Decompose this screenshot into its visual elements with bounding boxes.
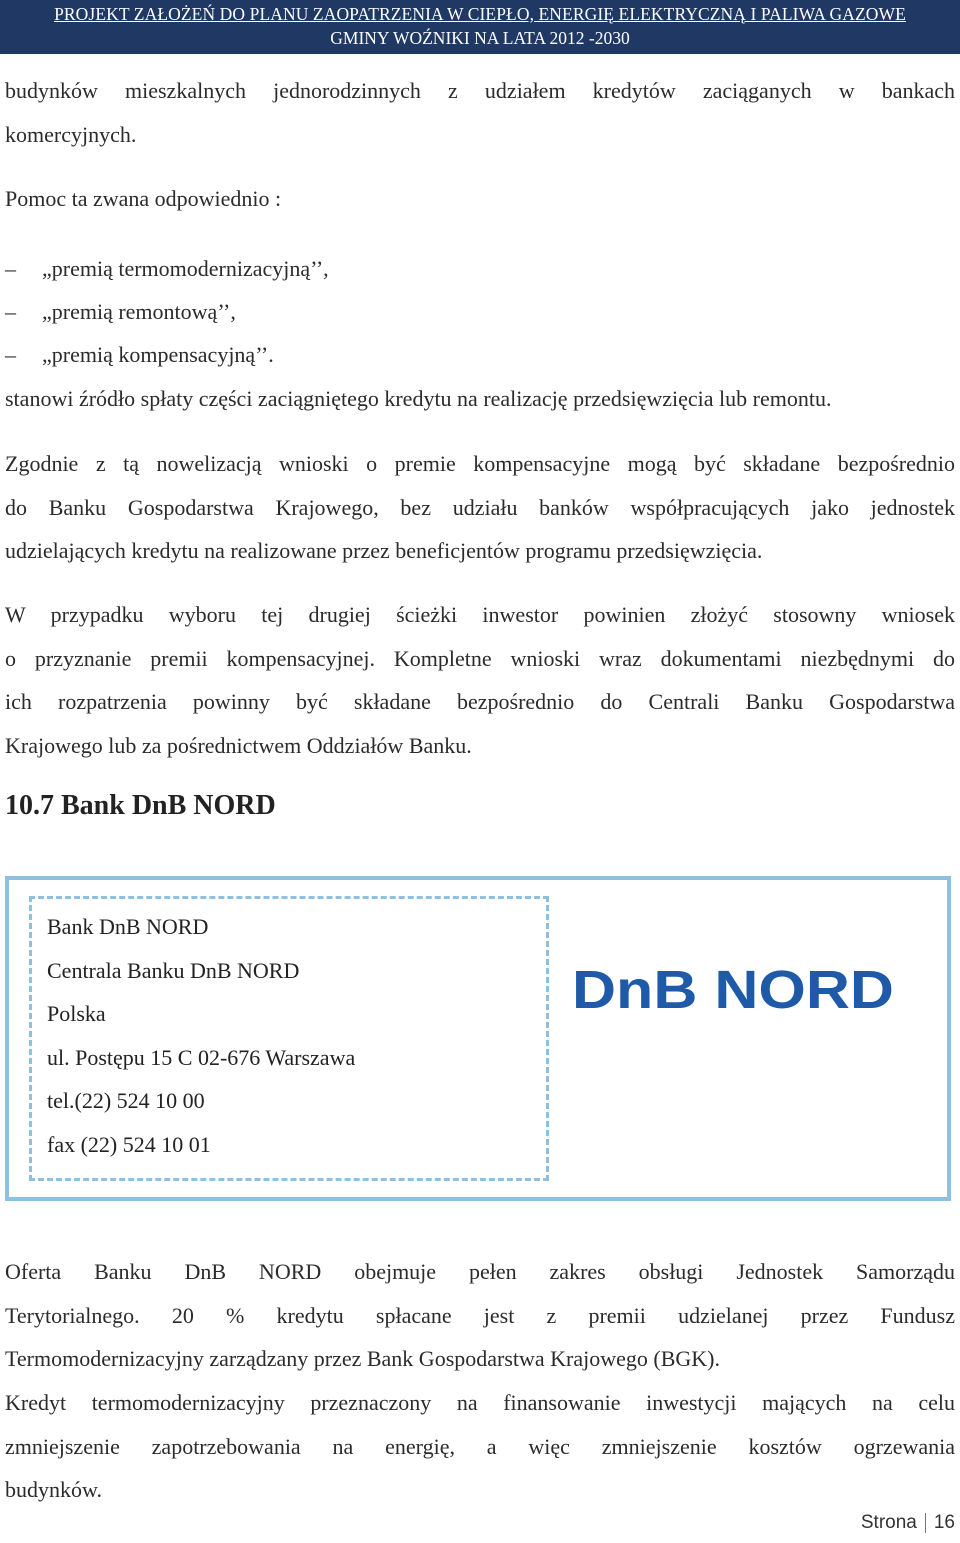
bank-info-box: [5, 876, 951, 1201]
paragraph-2-line-3: udzielających kredytu na realizowane przez beneficjentów programu przedsięwzięcia.: [5, 538, 763, 563]
header-subtitle: GMINY WOŹNIKI NA LATA 2012 -2030: [330, 28, 630, 48]
section-title: 10.7 Bank DnB NORD: [5, 790, 276, 821]
dnb-nord-logo: [572, 960, 902, 1020]
bullet-item-3: „premią kompensacyjną’’.: [42, 342, 274, 367]
paragraph-5: [5, 1381, 955, 1512]
paragraph-3-line-4: Krajowego lub za pośrednictwem Oddziałów Banku.: [5, 732, 472, 758]
header-title: PROJEKT ZAŁOŻEŃ DO PLANU ZAOPATRZENIA W CIEPŁO, ENERGIĘ ELEKTRYCZNĄ I PALIWA GAZOWE: [54, 4, 906, 24]
page-number: 16: [933, 1512, 955, 1533]
page-header: [0, 0, 960, 54]
bank-address-line-1: Bank DnB NORD: [47, 914, 209, 939]
bank-address-line-5: tel.(22) 524 10 00: [47, 1088, 205, 1113]
dnb-nord-logo-text: DnB NORD: [572, 960, 894, 1020]
bullet-dash-3: –: [5, 342, 16, 367]
bank-address-line-2: Centrala Banku DnB NORD: [47, 957, 300, 983]
paragraph-4-line-2: Terytorialnego. 20 % kredytu spłacane jest z premii udzielanej przez Fundusz: [5, 1302, 955, 1328]
bullet-dash-2: –: [5, 299, 16, 324]
paragraph-3: [5, 593, 955, 767]
footer-separator: [925, 1513, 926, 1533]
paragraph-4-line-3: Termomodernizacyjny zarządzany przez Bank Gospodarstwa Krajowego (BGK).: [5, 1346, 721, 1371]
bullet-item-1: „premią termomodernizacyjną’’,: [42, 256, 329, 281]
bank-address: [47, 905, 355, 1166]
bank-address-line-4: ul. Postępu 15 C 02-676 Warszawa: [47, 1044, 356, 1070]
paragraph-3-line-1: W przypadku wyboru tej drugiej ścieżki inwestor powinien złożyć stosowny wniosek: [5, 602, 955, 627]
paragraph-3-line-2: o przyznanie premii kompensacyjnej. Kompletne wnioski wraz dokumentami niezbędnymi do: [5, 645, 955, 671]
paragraph-1: [5, 69, 955, 156]
paragraph-4-line-1: Oferta Banku DnB NORD obejmuje pełen zakres obsługi Jednostek Samorządu: [5, 1259, 955, 1284]
paragraph-1-line-2: komercyjnych.: [5, 121, 137, 147]
intro-text: Pomoc ta zwana odpowiednio :: [5, 186, 282, 211]
bullet-dash-1: –: [5, 256, 16, 281]
stanowi-text: stanowi źródło spłaty części zaciągniętego kredytu na realizację przedsięwzięcia lub remontu.: [5, 386, 832, 411]
paragraph-5-line-1: Kredyt termomodernizacyjny przeznaczony na finansowanie inwestycji mających na celu: [5, 1390, 955, 1415]
paragraph-5-line-2: zmniejszenie zapotrzebowania na energię, a więc zmniejszenie kosztów ogrzewania: [5, 1433, 955, 1459]
paragraph-2-line-2: do Banku Gospodarstwa Krajowego, bez udziału banków współpracujących jako jednostek: [5, 494, 955, 520]
paragraph-2: [5, 442, 955, 573]
page-label: Strona: [860, 1512, 917, 1533]
bank-address-line-3: Polska: [47, 1001, 106, 1026]
page-footer: [861, 1512, 955, 1534]
paragraph-4: [5, 1250, 955, 1381]
paragraph-1-line-1: budynków mieszkalnych jednorodzinnych z udziałem kredytów zaciąganych w bankach: [5, 78, 955, 103]
bank-address-box: [29, 896, 549, 1181]
bullet-item-2: „premią remontową’’,: [42, 299, 236, 324]
bank-address-line-6: fax (22) 524 10 01: [47, 1131, 211, 1157]
paragraph-5-line-3: budynków.: [5, 1477, 102, 1502]
paragraph-3-line-3: ich rozpatrzenia powinny być składane bezpośrednio do Centrali Banku Gospodarstwa: [5, 689, 955, 714]
paragraph-2-line-1: Zgodnie z tą nowelizacją wnioski o premie kompensacyjne mogą być składane bezpośrednio: [5, 451, 955, 476]
